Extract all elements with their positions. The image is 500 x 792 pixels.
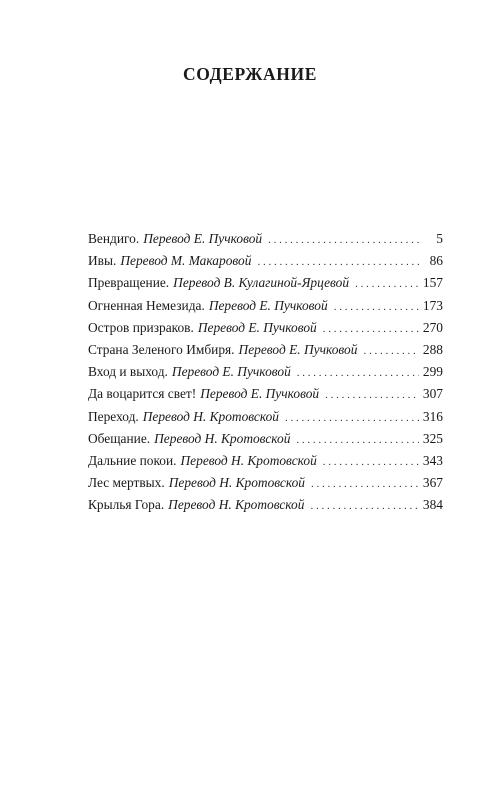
- toc-entry: [88, 406, 443, 428]
- toc-entry: [88, 250, 443, 272]
- entry-page-number: 173: [422, 297, 443, 313]
- entry-translator: Перевод М. Макаровой: [120, 253, 252, 269]
- toc-entry: [88, 317, 443, 339]
- entry-translator: Перевод Н. Кротовской: [168, 475, 305, 491]
- entry-translator: Перевод Е. Пучковой: [143, 231, 263, 246]
- entry-title: Огненная Немезида.: [88, 297, 205, 313]
- entry-page-number: 288: [422, 341, 443, 357]
- entry-translator: Перевод Н. Кротовской: [180, 452, 317, 468]
- dot-leader: [323, 318, 419, 340]
- entry-page-number: 307: [422, 386, 443, 402]
- toc-entry: [88, 295, 443, 317]
- dot-leader: [323, 451, 419, 473]
- entry-page-number: 343: [422, 452, 443, 468]
- entry-title: Крылья Гора.: [88, 497, 165, 513]
- entry-translator: Перевод Е. Пучковой: [200, 386, 320, 402]
- toc-entry: [88, 383, 443, 405]
- dot-leader: [296, 429, 418, 451]
- entry-translator: Перевод В. Кулагиной-Ярцевой: [173, 275, 350, 291]
- dot-leader: [285, 407, 419, 429]
- dot-leader: [257, 251, 423, 273]
- entry-page-number: 299: [422, 364, 443, 380]
- entry-title: Ивы.: [88, 253, 117, 269]
- dot-leader: [311, 473, 419, 495]
- dot-leader: [355, 273, 419, 295]
- entry-title: Лес мертвых.: [88, 475, 165, 491]
- entry-title: Да воцарится свет!: [88, 386, 197, 402]
- dot-leader: [268, 229, 423, 251]
- entry-translator: Перевод Н. Кротовской: [142, 408, 280, 424]
- entry-translator: Перевод Е. Пучковой: [171, 364, 291, 380]
- entry-title: Вендиго.: [88, 231, 140, 246]
- toc-entry: [88, 428, 443, 450]
- dot-leader: [334, 296, 419, 318]
- page-title: СОДЕРЖАНИЕ: [182, 64, 317, 84]
- toc-entry: [88, 339, 443, 361]
- toc-entry: [88, 361, 443, 383]
- entry-translator: Перевод Н. Кротовской: [168, 497, 305, 513]
- toc-entry: [88, 228, 443, 250]
- toc-entry: [88, 472, 443, 494]
- entry-page-number: 270: [422, 319, 443, 335]
- toc-entry: [88, 450, 443, 472]
- entry-page-number: 157: [422, 275, 443, 291]
- entry-title: Остров призраков.: [88, 319, 194, 335]
- entry-title: Дальние покои.: [88, 452, 177, 468]
- toc-entry: [88, 494, 443, 516]
- entry-title: Вход и выход.: [88, 364, 168, 380]
- entry-title: Превращение.: [88, 275, 170, 291]
- entry-page-number: 367: [422, 475, 443, 491]
- entry-translator: Перевод Е. Пучковой: [208, 297, 328, 313]
- entry-page-number: 5: [436, 231, 443, 246]
- table-of-contents: [88, 228, 443, 516]
- entry-page-number: 86: [429, 253, 443, 269]
- entry-title: Обещание.: [88, 430, 151, 446]
- dot-leader: [325, 384, 419, 406]
- entry-page-number: 316: [422, 408, 443, 424]
- entry-page-number: 325: [422, 430, 443, 446]
- entry-page-number: 384: [422, 497, 443, 513]
- entry-translator: Перевод Е. Пучковой: [238, 341, 358, 357]
- dot-leader: [297, 362, 419, 384]
- entry-title: Переход.: [88, 408, 139, 424]
- toc-entry: [88, 272, 443, 294]
- entry-title: Страна Зеленого Имбиря.: [88, 341, 235, 357]
- entry-translator: Перевод Е. Пучковой: [197, 319, 317, 335]
- entry-translator: Перевод Н. Кротовской: [154, 430, 291, 446]
- dot-leader: [363, 340, 418, 362]
- dot-leader: [310, 495, 418, 517]
